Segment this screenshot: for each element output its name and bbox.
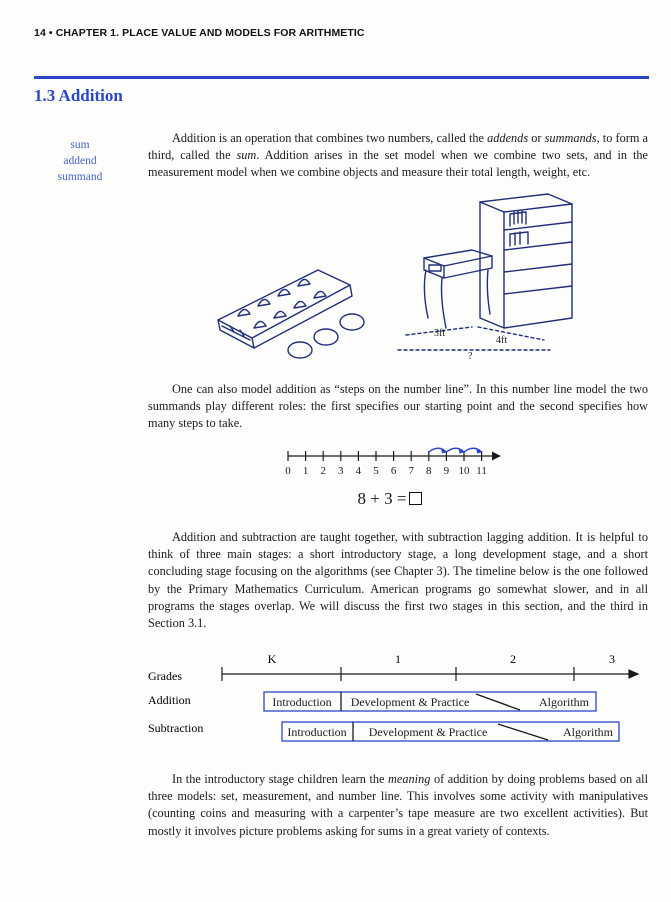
- row-label-grades: Grades: [148, 669, 182, 683]
- number-line-tick-label: 5: [373, 465, 379, 477]
- term-addends: addends: [487, 131, 529, 145]
- row-label-subtraction: Subtraction: [148, 721, 204, 735]
- addition-dev-label: Development & Practice: [350, 695, 470, 709]
- margin-note-summand: summand: [57, 171, 103, 183]
- number-line-arrowhead: [493, 453, 500, 460]
- number-line: [282, 440, 512, 478]
- egg-carton-drawing: [218, 270, 364, 358]
- number-line-tick-label: 2: [320, 465, 326, 477]
- bookshelf-drawing: [480, 194, 572, 328]
- number-line-tick-label: 9: [443, 465, 450, 477]
- number-line-tick-label: 11: [476, 465, 487, 477]
- subtraction-intro-label: Introduction: [287, 725, 347, 739]
- models-illustration: [210, 190, 580, 375]
- number-line-tick-label: 3: [338, 465, 344, 477]
- measure-total-label: ?: [468, 351, 473, 362]
- number-line-tick-label: 6: [390, 465, 397, 477]
- paragraph-stages: Addition and subtraction are taught together, with subtraction lagging addition. It is helpful to think of three main stages: a short introductory stage, a long development stage, and a short concluding stage focusing on the algorithms (see Chapter 3). The timeline below is the one followed by the Primary Mathematics Curriculum. American programs go somewhat slower, and in all programs the stages overlap. We will discuss the first two stages in this section, and the third in Section 3.1.: [148, 530, 648, 631]
- margin-note-sum: sum: [70, 139, 90, 151]
- row-label-addition: Addition: [148, 693, 191, 707]
- equation: [320, 489, 460, 509]
- term-summands: summands: [544, 131, 597, 145]
- measure-right-label: 4ft: [496, 335, 508, 346]
- grade-label-1: 1: [395, 652, 401, 666]
- term-sum: sum: [236, 148, 257, 163]
- number-line-tick-label: 0: [285, 465, 291, 477]
- number-line-tick-label: 8: [426, 465, 432, 477]
- grade-label-3: 3: [609, 652, 615, 666]
- equation-text: 8 + 3 =: [357, 489, 407, 508]
- paragraph-number-line: One can also model addition as “steps on the number line”. In this number line model the two summands play different roles: the first specifies our starting point and the second specifies how many steps to take.: [148, 382, 648, 431]
- margin-notes: [48, 137, 112, 185]
- paragraph-intro: Addition is an operation that combines two numbers, called the addends or summands, to form a third, called the sum. Addition arises in the set model when we combine two sets, and in the measurement model when we combine objects and measure their total length, weight, etc.: [148, 131, 649, 180]
- grade-label-2: 2: [510, 652, 516, 666]
- paragraph-introductory-stage: In the introductory stage children learn the meaning of addition by doing problems based on all three models: set, measurement, and number line. This involves some activity with manipulatives (counting coins and measuring with a carpenter’s tape measure are two excellent activities). But mostly it involves picture problems asking for sums in a great variety of contexts.: [148, 772, 648, 838]
- grades-axis: [222, 667, 638, 681]
- number-line-tick-label: 4: [355, 465, 362, 477]
- addition-intro-label: Introduction: [272, 695, 332, 709]
- margin-note-addend: addend: [63, 155, 97, 167]
- answer-box: [409, 492, 422, 505]
- subtraction-alg-label: Algorithm: [563, 725, 613, 739]
- number-line-tick-label: 1: [302, 465, 309, 477]
- section-title: 1.3 Addition: [34, 86, 123, 105]
- term-meaning: meaning: [388, 772, 431, 786]
- subtraction-dev-label: Development & Practice: [368, 725, 488, 739]
- addition-alg-label: Algorithm: [539, 695, 589, 709]
- measure-left-label: 3ft: [434, 328, 446, 339]
- grade-label-k: K: [267, 652, 277, 666]
- side-table-drawing: [424, 250, 492, 328]
- running-header: 14 • CHAPTER 1. PLACE VALUE AND MODELS FOR ARITHMETIC: [34, 27, 365, 39]
- curriculum-timeline: [140, 646, 650, 746]
- number-line-tick-label: 7: [408, 465, 414, 477]
- subtraction-stage-bar: [282, 722, 619, 741]
- measurement-lines: [398, 327, 550, 350]
- addition-stage-bar: [264, 692, 596, 711]
- number-line-tick-label: 10: [458, 465, 470, 477]
- section-rule: [34, 76, 649, 79]
